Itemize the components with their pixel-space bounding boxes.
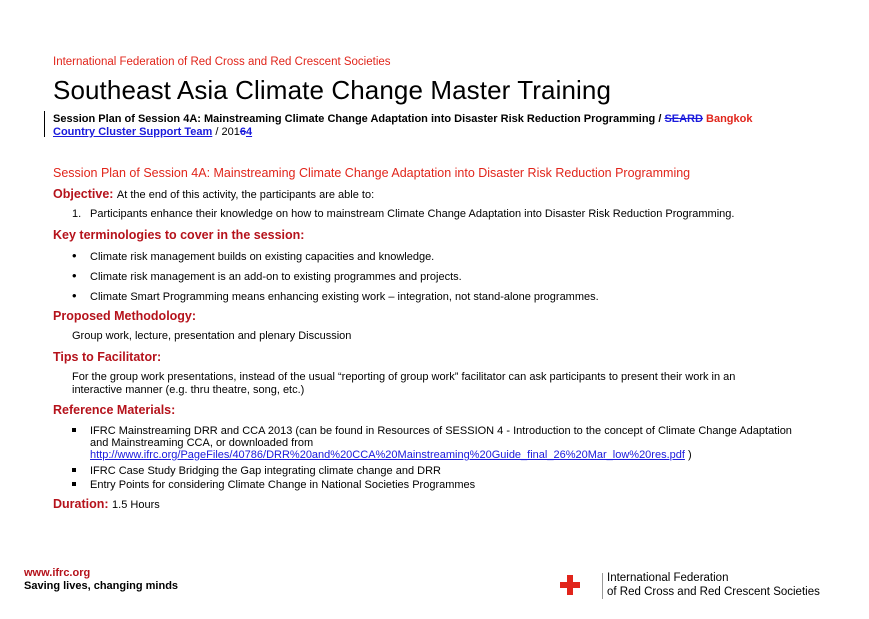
list-item-text: Participants enhance their knowledge on how to mainstream Climate Change Adaptation into Disaster Risk Reduction Programming. — [90, 208, 735, 220]
subtitle-deleted-text: SEARD — [664, 113, 703, 125]
session-heading: Session Plan of Session 4A: Mainstreaming Climate Change Adaptation into Disaster Risk Reduction Programming — [53, 166, 691, 180]
list-item-number: 1. — [72, 208, 82, 220]
footer-tagline: Saving lives, changing minds — [24, 580, 179, 592]
square-bullet-icon — [72, 482, 76, 486]
subtitle-main: Session Plan of Session 4A: Mainstreaming Climate Change Adaptation into Disaster Risk Reduction Programming / — [53, 113, 665, 125]
bullet-icon: • — [72, 288, 77, 303]
list-item-text: Climate Smart Programming means enhancing existing work – integration, not stand-alone programmes. — [90, 291, 599, 303]
list-item — [72, 250, 434, 263]
reference-text: IFRC Mainstreaming DRR and CCA 2013 (can be found in Resources of SESSION 4 - Introduction to the concept of Climate Change Adaptation and Mainstreaming CCA, or downloaded from — [90, 425, 792, 449]
objective-section — [53, 187, 374, 201]
logo-text — [607, 571, 820, 599]
document-subtitle — [53, 113, 813, 139]
objective-text: At the end of this activity, the participants are able to: — [116, 189, 375, 201]
subtitle-year-deleted: 6 — [239, 126, 246, 138]
duration-label: Duration: — [53, 497, 109, 511]
reference-suffix: ) — [684, 449, 692, 461]
reference-text: Entry Points for considering Climate Change in National Societies Programmes — [90, 479, 476, 491]
red-crescent-icon — [581, 573, 601, 597]
tips-label: Tips to Facilitator: — [53, 350, 162, 364]
bullet-icon: • — [72, 268, 77, 283]
list-item — [72, 465, 792, 477]
methodology-label: Proposed Methodology: — [53, 309, 197, 323]
footer-url[interactable]: www.ifrc.org — [24, 567, 91, 579]
tips-text: For the group work presentations, instead of the usual “reporting of group work” facilitator can ask participants to present their work in an interactive manner (e.g. thru theatre, song, etc.) — [72, 371, 736, 396]
methodology-text: Group work, lecture, presentation and plenary Discussion — [72, 330, 352, 342]
list-item — [72, 290, 599, 303]
bullet-icon: • — [72, 248, 77, 263]
list-item — [72, 208, 734, 220]
list-item — [72, 479, 792, 491]
list-item — [72, 270, 462, 283]
logo-line-1: International Federation — [607, 572, 729, 584]
terminologies-label: Key terminologies to cover in the session: — [53, 228, 305, 242]
subtitle-link[interactable]: Country Cluster Support Team — [53, 126, 213, 138]
logo-line-2: of Red Cross and Red Crescent Societies — [607, 586, 820, 598]
duration-text: 1.5 Hours — [112, 499, 160, 511]
red-cross-icon — [560, 573, 580, 597]
subtitle-year-inserted: 4 — [245, 126, 253, 138]
reference-text: IFRC Case Study Bridging the Gap integrating climate change and DRR — [90, 465, 441, 477]
square-bullet-icon — [72, 428, 76, 432]
logo-divider — [602, 573, 603, 599]
duration-section — [53, 497, 160, 511]
list-item-text: Climate risk management is an add-on to existing programmes and projects. — [90, 271, 462, 283]
subtitle-year-prefix: / 201 — [212, 126, 240, 138]
list-item-text: Climate risk management builds on existing capacities and knowledge. — [90, 251, 435, 263]
revision-change-bar — [44, 111, 45, 137]
objective-label: Objective: — [53, 187, 114, 201]
reference-link[interactable]: http://www.ifrc.org/PageFiles/40786/DRR%20and%20CCA%20Mainstreaming%20Guide_final_26%20Mar_low%20res.pdf — [90, 449, 685, 461]
subtitle-inserted-text: Bangkok — [702, 113, 753, 125]
list-item — [72, 425, 792, 461]
square-bullet-icon — [72, 468, 76, 472]
page-title: Southeast Asia Climate Change Master Training — [53, 75, 612, 105]
references-label: Reference Materials: — [53, 403, 176, 417]
organization-name: International Federation of Red Cross and Red Crescent Societies — [53, 56, 391, 68]
